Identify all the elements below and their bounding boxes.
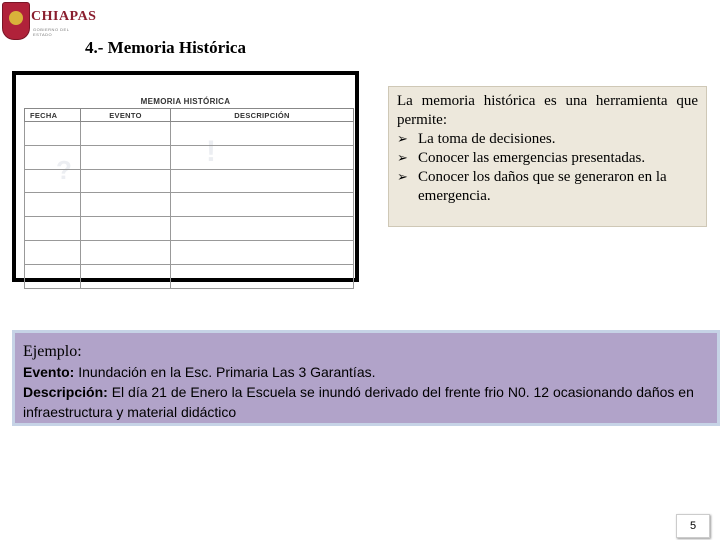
table-cell: [25, 240, 81, 264]
table-cell: [171, 264, 354, 288]
table-cell: [25, 169, 81, 193]
table-cell: [25, 217, 81, 241]
table-cell: [81, 145, 171, 169]
info-intro: La memoria histórica es una herramienta que permite:: [397, 93, 698, 128]
slide-title: 4.- Memoria Histórica: [85, 38, 246, 57]
table-cell: [171, 193, 354, 217]
bullet-text: Conocer las emergencias presentadas.: [418, 150, 646, 166]
list-item: [397, 130, 698, 149]
example-title: Ejemplo:: [23, 343, 82, 360]
list-item: [397, 168, 698, 206]
table-cell: [171, 145, 354, 169]
form-table-body: [25, 122, 354, 289]
page-number: 5: [676, 514, 710, 538]
faint-watermark-shape: ?: [56, 155, 72, 185]
table-row: [25, 169, 354, 193]
table-cell: [81, 264, 171, 288]
table-cell: [81, 240, 171, 264]
column-header-evento: EVENTO: [81, 109, 171, 122]
table-cell: [25, 193, 81, 217]
chiapas-logo: [0, 0, 97, 42]
form-table: [24, 108, 354, 289]
bullet-text: La toma de decisiones.: [418, 131, 556, 147]
table-row: [25, 122, 354, 146]
coat-of-arms-icon: [2, 2, 30, 40]
descripcion-text: El día 21 de Enero la Escuela se inundó derivado del frente frio N0. 12 ocasionando daños en infraestructura y material didáctico: [23, 384, 694, 420]
table-cell: [81, 122, 171, 146]
table-row: [25, 145, 354, 169]
faint-watermark-shape: !: [206, 135, 216, 168]
column-header-descripcion: DESCRIPCIÓN: [171, 109, 354, 122]
logo-subtext: GOBIERNO DEL ESTADO: [33, 27, 70, 37]
table-cell: [171, 240, 354, 264]
table-row: [25, 240, 354, 264]
table-cell: [81, 193, 171, 217]
evento-label: Evento:: [23, 364, 75, 380]
example-evento: [23, 362, 709, 382]
table-row: [25, 217, 354, 241]
table-row: [25, 264, 354, 288]
arrow-bullet-icon: ➢: [397, 132, 408, 147]
list-item: [397, 149, 698, 168]
table-cell: [25, 145, 81, 169]
table-cell: [171, 217, 354, 241]
column-header-fecha: FECHA: [25, 109, 81, 122]
example-box: [12, 330, 720, 426]
descripcion-label: Descripción:: [23, 384, 108, 400]
table-row: [25, 193, 354, 217]
bullet-text: Conocer los daños que se generaron en la emergencia.: [418, 169, 667, 204]
form-title: MEMORIA HISTÓRICA: [140, 97, 231, 106]
logo-wordmark: CHIAPAS: [31, 9, 97, 24]
table-cell: [25, 264, 81, 288]
evento-text: Inundación en la Esc. Primaria Las 3 Garantías.: [74, 364, 376, 380]
table-cell: [171, 169, 354, 193]
table-cell: [25, 122, 81, 146]
table-cell: [81, 217, 171, 241]
arrow-bullet-icon: ➢: [397, 151, 408, 166]
info-bullet-list: [397, 130, 698, 206]
table-cell: [81, 169, 171, 193]
memoria-historica-form-image: [12, 71, 359, 282]
info-box: [388, 86, 707, 227]
table-cell: [171, 122, 354, 146]
arrow-bullet-icon: ➢: [397, 170, 408, 185]
example-descripcion: [23, 382, 709, 422]
